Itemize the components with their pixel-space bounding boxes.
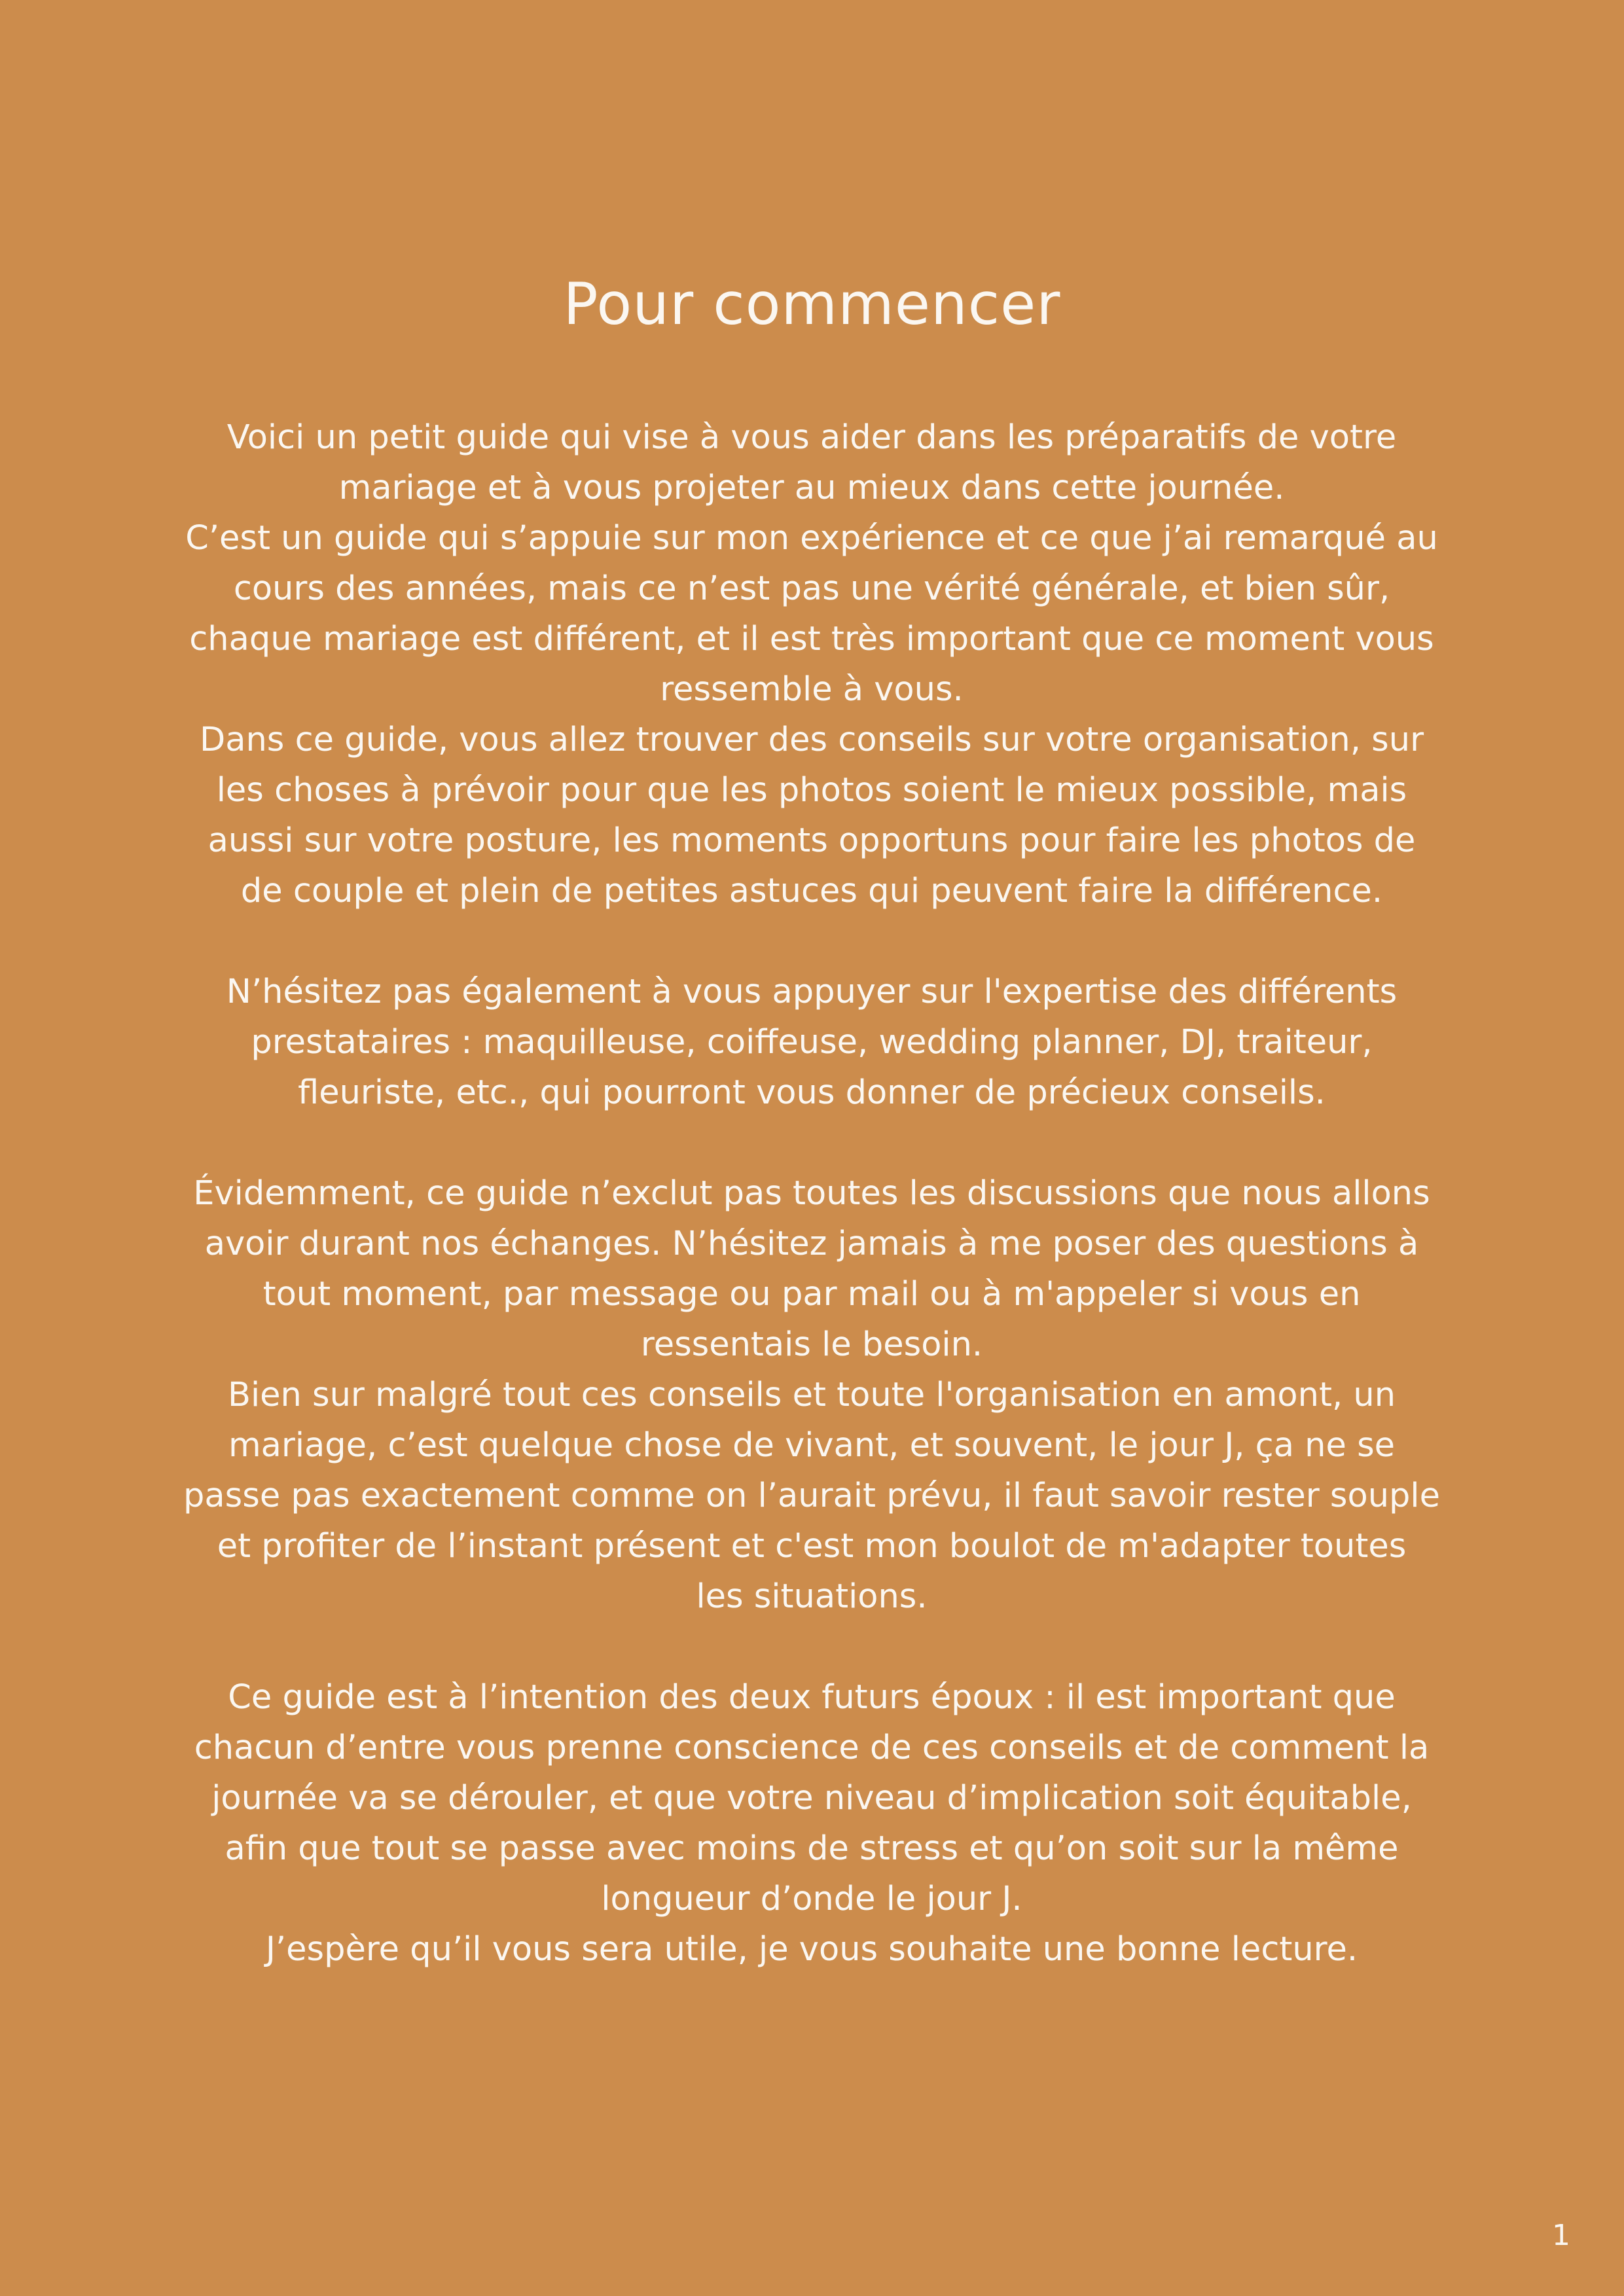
text-line: N’hésitez pas également à vous appuyer sur l'expertise des différents [226, 973, 1398, 1011]
text-line: passe pas exactement comme on l’aurait prévu, il faut savoir rester souple [183, 1477, 1440, 1515]
text-line: Bien sur malgré tout ces conseils et toute l'organisation en amont, un [227, 1376, 1396, 1414]
text-line: de couple et plein de petites astuces qui peuvent faire la différence. [240, 872, 1383, 910]
text-line: les situations. [696, 1577, 928, 1616]
text-line: tout moment, par message ou par mail ou à m'appeler si vous en [262, 1275, 1361, 1314]
body-text [92, 412, 1532, 1975]
text-line: mariage et à vous projeter au mieux dans cette journée. [338, 469, 1285, 507]
text-line: prestataires : maquilleuse, coiffeuse, wedding planner, DJ, traiteur, [251, 1023, 1373, 1062]
text-line: mariage, c’est quelque chose de vivant, et souvent, le jour J, ça ne se [228, 1426, 1396, 1465]
text-line: journée va se dérouler, et que votre niveau d’implication soit équitable, [211, 1779, 1412, 1818]
text-line: chacun d’entre vous prenne conscience de ces conseils et de comment la [194, 1729, 1430, 1767]
text-line: J’espère qu’il vous sera utile, je vous souhaite une bonne lecture. [265, 1930, 1358, 1969]
text-line: Ce guide est à l’intention des deux futurs époux : il est important que [228, 1678, 1396, 1717]
paragraph-spacer [92, 1118, 1532, 1168]
paragraph-spacer [92, 1622, 1532, 1672]
text-line: chaque mariage est différent, et il est très important que ce moment vous [189, 620, 1434, 658]
text-line: Évidemment, ce guide n’exclut pas toutes les discussions que nous allons [193, 1174, 1430, 1213]
page-title: Pour commencer [563, 270, 1061, 338]
text-line: fleuriste, etc., qui pourront vous donner de précieux conseils. [298, 1073, 1326, 1112]
paragraph-intro [92, 412, 1532, 916]
paragraph-providers [92, 967, 1532, 1118]
paragraph-spacer [92, 916, 1532, 967]
text-line: avoir durant nos échanges. N’hésitez jamais à me poser des questions à [204, 1225, 1419, 1263]
text-line: ressemble à vous. [660, 670, 964, 709]
text-line: ressentais le besoin. [640, 1325, 983, 1364]
text-line: aussi sur votre posture, les moments opportuns pour faire les photos de [208, 821, 1416, 860]
paragraph-conclusion [92, 1672, 1532, 1975]
text-line: Voici un petit guide qui vise à vous aider dans les préparatifs de votre [226, 418, 1397, 457]
text-line: afin que tout se passe avec moins de stress et qu’on soit sur la même [225, 1829, 1399, 1868]
text-line: cours des années, mais ce n’est pas une vérité générale, et bien sûr, [233, 569, 1390, 608]
text-line: longueur d’onde le jour J. [601, 1880, 1022, 1918]
text-line: les choses à prévoir pour que les photos soient le mieux possible, mais [216, 771, 1407, 810]
page-number: 1 [1552, 2219, 1570, 2252]
text-line: Dans ce guide, vous allez trouver des conseils sur votre organisation, sur [199, 721, 1424, 759]
paragraph-discussions [92, 1168, 1532, 1622]
text-line: C’est un guide qui s’appuie sur mon expérience et ce que j’ai remarqué au [185, 519, 1438, 558]
text-line: et profiter de l’instant présent et c'est mon boulot de m'adapter toutes [217, 1527, 1407, 1566]
